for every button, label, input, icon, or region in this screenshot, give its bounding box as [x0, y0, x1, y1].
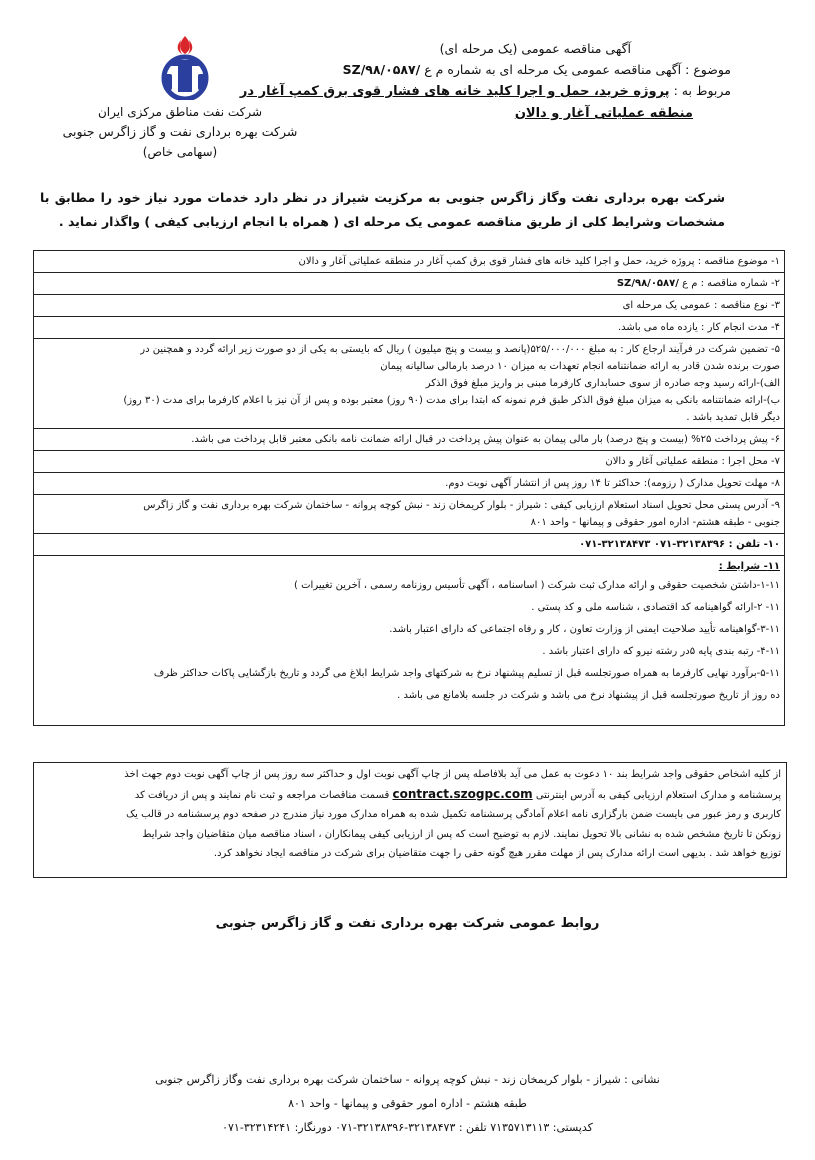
- subject-text: موضوع : آگهی مناقصه عمومی یک مرحله ای به شماره م ع: [424, 62, 731, 77]
- item-11-5-line-1: ۵-۱۱-برآورد نهایی کارفرما به همراه صورتجلسه قبل از تسلیم پیشنهاد نرخ به شرکتهای واجد شرایط ابلاغ می گردد و تاریخ بازگشایی پاکات حداکثر ظرف: [153, 668, 780, 679]
- item-11-5-line-2: ده روز از تاریخ صورتجلسه قبل از پیشنهاد نرخ می باشد و شرکت در جلسه بلامانع می باشد .: [397, 690, 780, 701]
- item-9-line-2: جنوبی - طبقه هشتم- اداره امور حقوقی و پیمانها - واحد ۸۰۱: [530, 517, 780, 528]
- table-row: [34, 451, 785, 473]
- item-2: [38, 275, 780, 292]
- table-row: [34, 429, 785, 451]
- intro-paragraph: شرکت بهره برداری نفت وگاز زاگرس جنوبی به مرکزیت شیراز در نظر دارد خدمات مورد نیاز خود را مطابق با مشخصات وشرایط کلی از طریق مناقصه عمومی یک مرحله ای ( همراه با انجام ارزیابی کیفی ) واگذار نماید .: [40, 190, 725, 229]
- company-line-3: (سهامی خاص): [142, 145, 218, 159]
- item-6: ۶- پیش پرداخت ۲۵% (بیست و پنج درصد) بار مالی پیمان به عنوان پیش پرداخت در قبال ارائه ضمانت نامه بانکی معتبر قابل پرداخت می باشد.: [191, 434, 780, 445]
- item-2-label: ۲- شماره مناقصه : م ع: [682, 278, 780, 289]
- table-row: [34, 251, 785, 273]
- item-2-number: SZ/۹۸/۰۵۸۷/: [616, 278, 679, 289]
- tender-items-table: [33, 250, 785, 726]
- nioc-flame-logo-icon: [148, 34, 222, 100]
- item-11-title: ۱۱- شرایط :: [718, 561, 780, 572]
- item-9-line-1: ۹- آدرس پستی محل تحویل اسناد استعلام ارزیابی کیفی : شیراز - بلوار کریمخان زند - نبش کوچه پروانه - ساختمان شرکت بهره برداری نفت و گاز زاگرس: [143, 500, 780, 511]
- table-row: [34, 273, 785, 295]
- table-row: [34, 473, 785, 495]
- item-1: ۱- موضوع مناقصه : پروژه خرید، حمل و اجرا کلید خانه های فشار قوی برق کمپ آغار در منطقه عملیاتی آغار و دالان: [298, 256, 780, 267]
- item-5-line-2: صورت برنده شدن قادر به ارائه ضمانتنامه انجام تعهدات به میزان ۱۰ درصد بارمالی سالیانه پیمان: [380, 361, 780, 372]
- item-11-3: ۳-۱۱-گواهینامه تأیید صلاحیت ایمنی از وزارت تعاون ، کار و رفاه اجتماعی که دارای اعتبار باشد.: [389, 624, 780, 635]
- item-10: ۱۰- تلفن : ۳۲۱۳۸۳۹۶-۰۷۱ ۳۲۱۳۸۴۷۳-۰۷۱: [579, 539, 780, 550]
- item-8: ۸- مهلت تحویل مدارک ( رزومه): حداکثر تا ۱۴ روز پس از انتشار آگهی نوبت دوم.: [445, 478, 780, 489]
- company-block: [40, 102, 320, 162]
- notice-line-2-b: قسمت مناقصات مراجعه و ثبت نام نمایند و پس از دریافت کد: [134, 789, 390, 801]
- address-line-2: طبقه هشتم - اداره امور حقوقی و پیمانها - واحد ۸۰۱: [288, 1097, 527, 1110]
- notice-subject: [311, 59, 731, 80]
- item-3: ۳- نوع مناقصه : عمومی یک مرحله ای: [622, 300, 780, 311]
- public-relations-signature: روابط عمومی شرکت بهره برداری نفت و گاز زاگرس جنوبی: [215, 916, 600, 931]
- table-row: [34, 339, 785, 429]
- notice-line-2-a: پرسشنامه و مدارک استعلام ارزیابی کیفی به آدرس اینترنتی: [535, 789, 781, 801]
- item-11-2: ۱۱- ۲-ارائه گواهینامه کد اقتصادی ، شناسه ملی و کد پستی .: [531, 602, 780, 613]
- item-4: ۴- مدت انجام کار : یازده ماه می باشد.: [617, 322, 780, 333]
- related-label: مربوط به :: [673, 83, 731, 98]
- notice-related-line-2: [311, 102, 731, 124]
- item-5-line-5: دیگر قابل تمدید باشد .: [686, 412, 780, 423]
- table-row: [34, 317, 785, 339]
- registration-notice: [33, 762, 787, 878]
- item-11-1: ۱-۱۱-داشتن شخصیت حقوقی و ارائه مدارک ثبت شرکت ( اساسنامه ، آگهی تأسیس روزنامه رسمی ، آخرین تغییرات ): [294, 580, 780, 591]
- table-row: [34, 495, 785, 534]
- notice-line-4: زونکن تا تاریخ مشخص شده به نشانی بالا تحویل نمایند. لازم به توضیح است که پس از ارزیابی کیفی پیمانکاران ، اسناد مناقصه میان متقاضیان واجد شرایط: [142, 828, 781, 840]
- notice-line-5: توزیع خواهد شد . بدیهی است ارائه مدارک پس از مهلت مقرر هیچ گونه حقی را جهت متقاضیان برای شرکت در مناقصه ایجاد نخواهد کرد.: [213, 848, 781, 859]
- notice-related: [239, 80, 731, 102]
- related-title-2: منطقه عملیاتی آغار و دالان: [514, 106, 693, 121]
- notice-line-1: از کلیه اشخاص حقوقی واجد شرایط بند ۱۰ دعوت به عمل می آید بلافاصله پس از چاپ آگهی نوبت اول و حداکثر سه روز پس از چاپ آگهی نوبت دوم جهت اخذ: [124, 769, 781, 780]
- table-row: [34, 534, 785, 556]
- item-5-line-1: ۵- تضمین شرکت در فرآیند ارجاع کار : به مبلغ ۵۲۵/۰۰۰/۰۰۰(پانصد و بیست و پنج میلیون ) ریال که بایستی به یکی از دو صورت زیر ارائه گردد و همچنین در: [140, 344, 780, 355]
- company-line-2: شرکت بهره برداری نفت و گاز زاگرس جنوبی: [62, 124, 298, 139]
- item-11-4: ۴-۱۱- رتبه بندی پایه ۵در رشته نیرو که دارای اعتبار باشد .: [542, 646, 780, 657]
- contact-address: [120, 1068, 695, 1140]
- related-title: پروژه خرید، حمل و اجرا کلید خانه های فشار قوی برق کمپ آغار در: [239, 84, 670, 99]
- item-7: ۷- محل اجرا : منطقه عملیاتی آغار و دالان: [605, 456, 780, 467]
- contract-website-link[interactable]: contract.szogpc.com: [392, 786, 533, 801]
- company-line-1: شرکت نفت مناطق مرکزی ایران: [97, 105, 263, 119]
- table-row: [34, 556, 785, 726]
- notice-title: آگهی مناقصه عمومی (یک مرحله ای): [439, 41, 631, 56]
- subject-number: SZ/۹۸/۰۵۸۷/: [342, 62, 421, 77]
- item-5-line-4: ب)-ارائه ضمانتنامه بانکی به میزان مبلغ فوق الذکر طبق فرم نمونه که ابتدا برای مدت (۹۰ روز) معتبر بوده و پس از آن نیز با اعلام کارفرما برای مدت (۳۰ روز): [123, 395, 780, 406]
- notice-line-3: کاربری و رمز عبور می بایست ضمن بارگزاری نامه اعلام آمادگی پرسشنامه تکمیل شده به همراه مدارک مورد نیاز مندرج در صفحه دوم پرسشنامه در قالب یک: [126, 809, 781, 820]
- notice-line-2: [39, 785, 781, 806]
- address-line-3: کدپستی: ۷۱۳۵۷۱۳۱۱۳ تلفن : ۳۲۱۳۸۴۷۳-۳۲۱۳۸۳۹۶-۰۷۱ دورنگار: ۳۲۳۱۴۲۴۱-۰۷۱: [222, 1121, 593, 1134]
- notice-header: [239, 38, 731, 124]
- table-row: [34, 295, 785, 317]
- item-5-line-3: الف)-ارائه رسید وجه صادره از سوی حسابداری کارفرما مبنی بر واریز مبلغ فوق الذکر: [425, 378, 780, 389]
- address-line-1: نشانی : شیراز - بلوار کریمخان زند - نبش کوچه پروانه - ساختمان شرکت بهره برداری نفت وگاز زاگرس جنوبی: [155, 1073, 660, 1086]
